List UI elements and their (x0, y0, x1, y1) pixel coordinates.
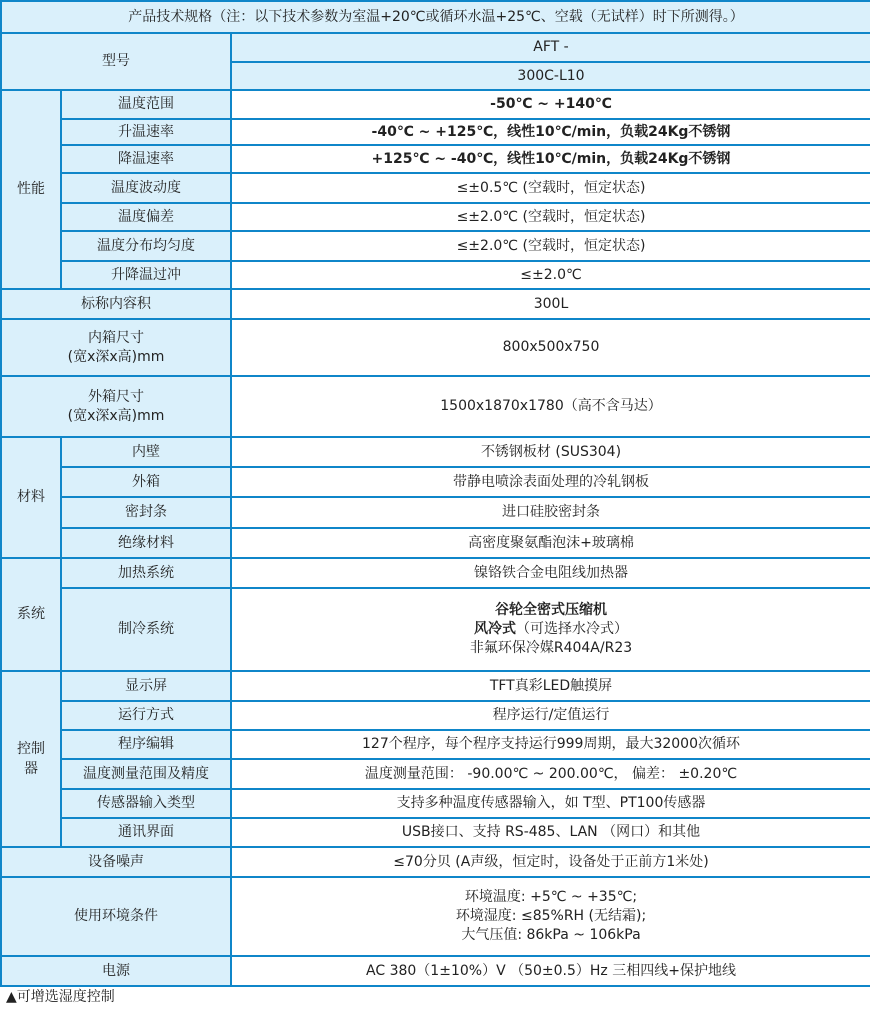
spec-value: 127个程序，每个程序支持运行999周期，最大32000次循环 (231, 730, 870, 759)
cooling-line3: 非氟环保冷媒R404A/R23 (469, 640, 633, 656)
environment-row (1, 877, 870, 956)
control-row (1, 671, 870, 701)
spec-label: 温度范围 (61, 90, 231, 119)
cooling-line2-rest: （可选择水冷式） (516, 621, 628, 637)
control-row (1, 759, 870, 789)
model-row (1, 33, 870, 62)
system-category: 系统 (1, 558, 61, 671)
inner-size-row (1, 319, 870, 376)
model-label: 型号 (1, 33, 231, 90)
performance-row (1, 90, 870, 119)
spec-value: TFT真彩LED触摸屏 (231, 671, 870, 701)
inner-size-label-line1: 内箱尺寸 (88, 329, 144, 346)
spec-label: 显示屏 (61, 671, 231, 701)
material-row (1, 437, 870, 467)
environment-line2: 环境湿度: ≤85%RH (无结霜); (455, 908, 647, 924)
volume-value: 300L (231, 289, 870, 319)
cooling-value (231, 588, 870, 671)
noise-row (1, 847, 870, 877)
volume-label: 标称内容积 (1, 289, 231, 319)
spec-label: 温度波动度 (61, 173, 231, 203)
spec-value: 高密度聚氨酯泡沫+玻璃棉 (231, 528, 870, 558)
material-row (1, 528, 870, 558)
spec-label: 升降温过冲 (61, 261, 231, 289)
spec-value: +125℃ ~ -40℃，线性10℃/min，负载24Kg不锈钢 (231, 145, 870, 173)
performance-row (1, 145, 870, 173)
spec-label: 程序编辑 (61, 730, 231, 759)
spec-value: 温度测量范围： -90.00℃ ~ 200.00℃， 偏差： ±0.20℃ (231, 759, 870, 789)
spec-value: 带静电喷涂表面处理的冷轧钢板 (231, 467, 870, 497)
cooling-label: 制冷系统 (61, 588, 231, 671)
spec-value: 程序运行/定值运行 (231, 701, 870, 730)
performance-row (1, 261, 870, 289)
volume-row (1, 289, 870, 319)
power-row (1, 956, 870, 986)
inner-size-label (1, 319, 231, 376)
footnote: ▲可增选湿度控制 (6, 989, 115, 1005)
inner-size-value: 800x500x750 (231, 319, 870, 376)
control-row (1, 818, 870, 847)
spec-label: 温度分布均匀度 (61, 231, 231, 261)
environment-label: 使用环境条件 (1, 877, 231, 956)
performance-row (1, 203, 870, 231)
spec-label: 温度测量范围及精度 (61, 759, 231, 789)
performance-row (1, 173, 870, 203)
spec-label: 内壁 (61, 437, 231, 467)
noise-label: 设备噪声 (1, 847, 231, 877)
control-row (1, 730, 870, 759)
spec-value: 支持多种温度传感器输入，如 T型、PT100传感器 (231, 789, 870, 818)
spec-label: 降温速率 (61, 145, 231, 173)
power-label: 电源 (1, 956, 231, 986)
power-value: AC 380（1±10%）V （50±0.5）Hz 三相四线+保护地线 (231, 956, 870, 986)
control-row (1, 789, 870, 818)
spec-label: 通讯界面 (61, 818, 231, 847)
environment-line3: 大气压值: 86kPa ~ 106kPa (461, 927, 641, 943)
control-category (1, 671, 61, 847)
performance-category: 性能 (1, 90, 61, 289)
cooling-line2 (236, 620, 866, 639)
spec-label: 外箱 (61, 467, 231, 497)
outer-size-label (1, 376, 231, 437)
cooling-line1: 谷轮全密式压缩机 (495, 602, 607, 618)
spec-value: -40℃ ~ +125℃，线性10℃/min，负载24Kg不锈钢 (231, 119, 870, 145)
model-value-line2: 300C-L10 (231, 62, 870, 90)
spec-value: ≤±2.0℃ (空载时，恒定状态) (231, 231, 870, 261)
control-row (1, 701, 870, 730)
system-row (1, 558, 870, 588)
environment-value (231, 877, 870, 956)
table-header: 产品技术规格（注：以下技术参数为室温+20℃或循环水温+25℃、空载（无试样）时下所测得。） (1, 1, 870, 33)
material-row (1, 467, 870, 497)
material-row (1, 497, 870, 528)
spec-value: -50℃ ~ +140℃ (231, 90, 870, 119)
system-row (1, 588, 870, 671)
spec-label: 传感器输入类型 (61, 789, 231, 818)
outer-size-row (1, 376, 870, 437)
spec-value: 进口硅胶密封条 (231, 497, 870, 528)
environment-line1: 环境温度: +5℃ ~ +35℃; (464, 889, 638, 905)
table-header-row (1, 1, 870, 33)
spec-value: ≤±0.5℃ (空载时，恒定状态) (231, 173, 870, 203)
outer-size-label-line2: (宽x深x高)mm (67, 407, 165, 424)
performance-row (1, 119, 870, 145)
material-category: 材料 (1, 437, 61, 558)
noise-value: ≤70分贝 (A声级，恒定时，设备处于正前方1米处) (231, 847, 870, 877)
spec-label: 密封条 (61, 497, 231, 528)
performance-row (1, 231, 870, 261)
spec-label: 温度偏差 (61, 203, 231, 231)
control-category-text: 控制器 (17, 741, 45, 777)
heating-label: 加热系统 (61, 558, 231, 588)
spec-value: ≤±2.0℃ (231, 261, 870, 289)
spec-label: 运行方式 (61, 701, 231, 730)
spec-value: 不锈钢板材 (SUS304) (231, 437, 870, 467)
inner-size-label-line2: (宽x深x高)mm (67, 348, 165, 365)
spec-label: 升温速率 (61, 119, 231, 145)
spec-value: ≤±2.0℃ (空载时，恒定状态) (231, 203, 870, 231)
cooling-line2-bold: 风冷式 (474, 621, 516, 637)
outer-size-value: 1500x1870x1780（高不含马达） (231, 376, 870, 437)
heating-value: 镍铬铁合金电阻线加热器 (231, 558, 870, 588)
outer-size-label-line1: 外箱尺寸 (88, 388, 144, 405)
spec-value: USB接口、支持 RS-485、LAN （网口）和其他 (231, 818, 870, 847)
spec-label: 绝缘材料 (61, 528, 231, 558)
model-value-line1: AFT - (231, 33, 870, 62)
